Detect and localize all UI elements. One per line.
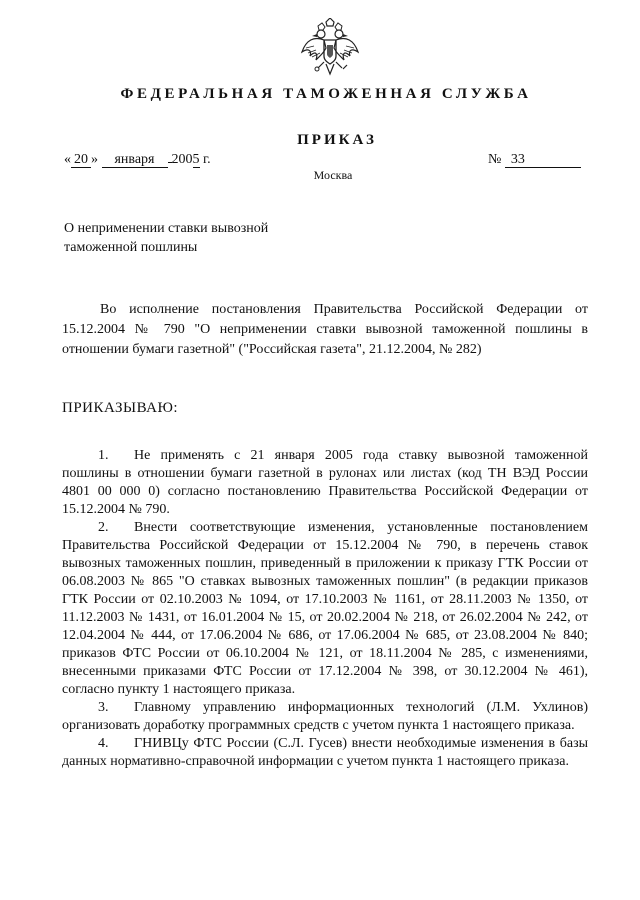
- order-item: [62, 699, 588, 735]
- item-number: 1.: [98, 448, 109, 463]
- item-text: Не применять с 21 января 2005 года ставку вывозной таможенной пошлины в отношении бумаги газетной в рулонах или листах (код ТН ВЭД России 4801 00 000 0) согласно постановлению Правительства Российской Федерации от 15.12.2004 № 790.: [62, 448, 588, 517]
- double-headed-eagle-emblem-icon: [300, 18, 360, 76]
- date-open-quote: «: [64, 152, 71, 167]
- date-year-suffix: г.: [199, 152, 211, 167]
- order-item: [62, 447, 588, 519]
- subject-line-1: О неприменении ставки вывозной: [64, 221, 269, 236]
- preamble-paragraph: Во исполнение постановления Правительства Российской Федерации от 15.12.2004 № 790 "О неприменении ставки вывозной таможенной пошлины в отношении бумаги газетной" ("Российская газета", 21.12.2004, № 282): [62, 302, 588, 357]
- item-number: 2.: [98, 520, 109, 535]
- order-item: [62, 519, 588, 699]
- number-sign: №: [488, 152, 502, 167]
- agency-name: ФЕДЕРАЛЬНАЯ ТАМОЖЕННАЯ СЛУЖБА: [120, 86, 532, 102]
- date-month: января: [102, 153, 168, 168]
- order-date: [64, 152, 211, 168]
- order-word: ПРИКАЗЫВАЮ:: [62, 400, 179, 416]
- order-item: [62, 735, 588, 771]
- date-year-prefix: 200: [171, 152, 193, 167]
- document-type-title: ПРИКАЗ: [297, 132, 377, 148]
- item-text: Внести соответствующие изменения, установленные постановлением Правительства Российской Федерации от 15.12.2004 № 790, в перечень ставок вывозных таможенных пошлин, приведенный в приложении к приказу ГТК России от 06.08.2003 № 865 "О ставках вывозных таможенных пошлин" (в редакции приказов ГТК России от 02.10.2003 № 1094, от 17.10.2003 № 1161, от 28.11.2003 № 1350, от 11.12.2003 № 1431, от 16.01.2004 № 15, от 20.02.2004 № 218, от 26.02.2004 № 242, от 12.04.2004 № 444, от 17.06.2004 № 686, от 17.06.2004 № 685, от 23.08.2004 № 840; приказов ФТС России от 06.10.2004 № 121, от 18.11.2004 № 285, с изменениями, внесенными приказами ФТС России от 17.12.2004 № 398, от 30.12.2004 № 461), согласно пункту 1 настоящего приказа.: [62, 520, 588, 697]
- item-text: ГНИВЦу ФТС России (С.Л. Гусев) внести необходимые изменения в базы данных нормативно-справочной информации с учетом пункта 1 настоящего приказа.: [62, 736, 588, 769]
- order-number: [488, 152, 581, 168]
- date-year-digit: 5: [192, 152, 200, 167]
- subject-line-2: таможенной пошлины: [64, 240, 198, 255]
- order-items: [62, 447, 588, 771]
- number-value: 33: [505, 153, 581, 168]
- item-number: 3.: [98, 700, 109, 715]
- date-day: 20: [71, 153, 91, 168]
- date-close-quote: »: [91, 152, 98, 167]
- city: Москва: [313, 168, 353, 182]
- order-subject: [64, 219, 304, 257]
- item-text: Главному управлению информационных технологий (Л.М. Ухлинов) организовать доработку программных средств с учетом пункта 1 настоящего приказа.: [62, 700, 588, 733]
- item-number: 4.: [98, 736, 109, 751]
